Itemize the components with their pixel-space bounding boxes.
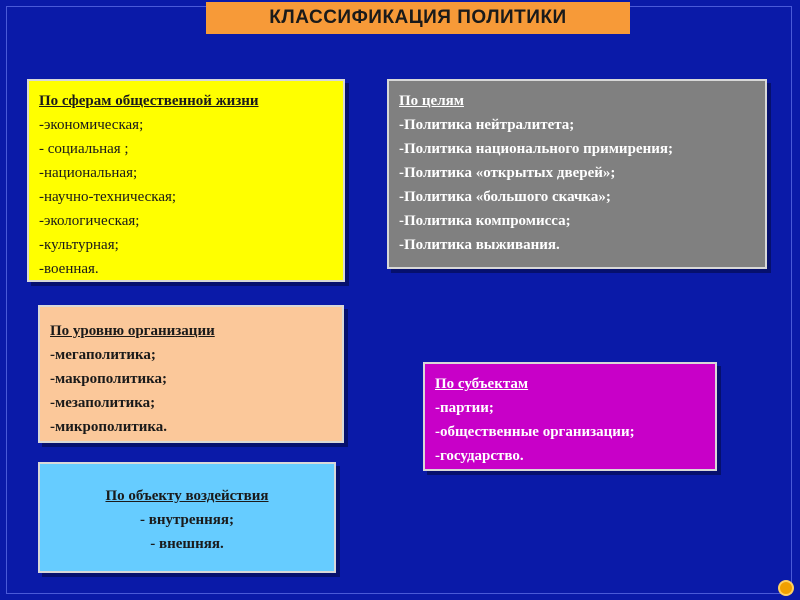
box-spheres-item: -экономическая; [39, 117, 144, 133]
box-subjects [423, 362, 717, 471]
box-goals-item: -Политика национального примирения; [399, 141, 673, 157]
box-subjects-item: -общественные организации; [435, 424, 635, 440]
box-level-heading: По уровню организации [50, 323, 215, 339]
box-goals [387, 79, 767, 269]
box-goals-heading: По целям [399, 93, 464, 109]
box-spheres-item: -экологическая; [39, 213, 140, 229]
box-spheres-item: - социальная ; [39, 141, 129, 157]
box-spheres-heading: По сферам общественной жизни [39, 93, 259, 109]
box-goals-item: -Политика компромисса; [399, 213, 571, 229]
box-level-item: -мезаполитика; [50, 395, 156, 411]
box-spheres-item: -национальная; [39, 165, 138, 181]
box-object-heading: По объекту воздействия [105, 488, 269, 504]
box-level [38, 305, 344, 443]
box-level-item: -макрополитика; [50, 371, 168, 387]
box-subjects-heading: По субъектам [435, 376, 529, 392]
box-level-item: -мегаполитика; [50, 347, 156, 363]
box-goals-item: -Политика нейтралитета; [399, 117, 575, 133]
box-level-item: -микрополитика. [50, 419, 168, 435]
navigation-icon[interactable] [778, 580, 794, 596]
box-spheres-item: -культурная; [39, 237, 119, 253]
box-subjects-item: -партии; [435, 400, 494, 416]
box-object-item: - внутренняя; [139, 512, 235, 528]
box-spheres [27, 79, 345, 282]
box-goals-item: -Политика «открытых дверей»; [399, 165, 616, 181]
box-spheres-item: -научно-техническая; [39, 189, 177, 205]
box-subjects-item: -государство. [435, 448, 524, 464]
box-object [38, 462, 336, 573]
box-object-item: - внешняя. [150, 536, 224, 552]
box-goals-item: -Политика выживания. [399, 237, 560, 253]
box-goals-item: -Политика «большого скачка»; [399, 189, 611, 205]
slide-title: КЛАССИФИКАЦИЯ ПОЛИТИКИ [206, 2, 630, 34]
box-spheres-item: -военная. [39, 261, 99, 277]
